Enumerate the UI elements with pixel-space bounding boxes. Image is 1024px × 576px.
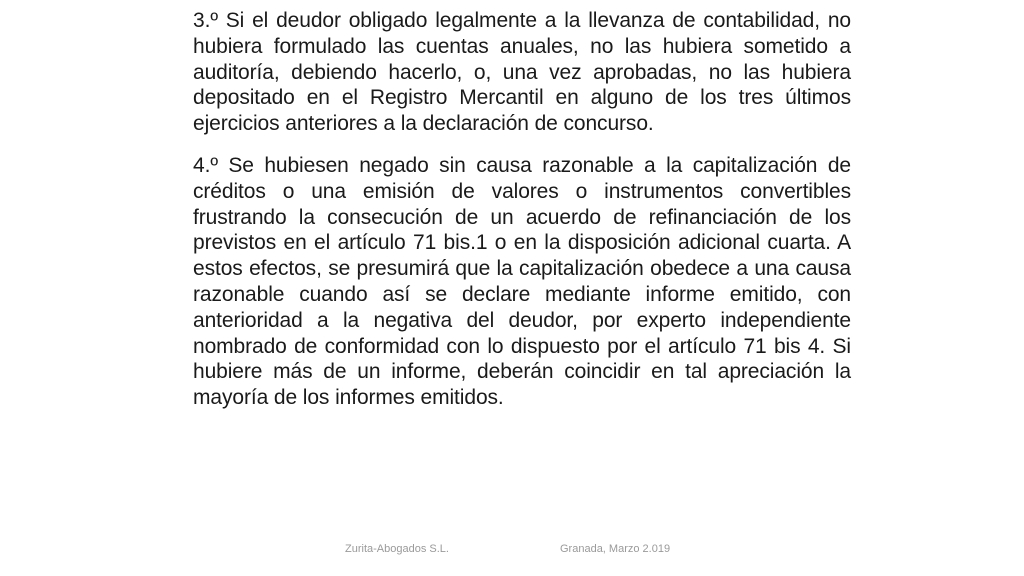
paragraph-3: 3.º Si el deudor obligado legalmente a la llevanza de contabilidad, no hubiera formulado las cuentas anuales, no las hubiera sometido a auditoría, debiendo hacerlo, o, una vez aprobadas, no las hubiera depositado en el Registro Mercantil en alguno de los tres últimos ejercicios anteriores a la declaración de concurso. bbox=[193, 9, 851, 136]
slide-footer bbox=[0, 543, 1024, 559]
slide-body bbox=[193, 8, 851, 411]
footer-place-date: Granada, Marzo 2.019 bbox=[560, 543, 671, 555]
footer-company: Zurita-Abogados S.L. bbox=[345, 543, 449, 555]
paragraph-4: 4.º Se hubiesen negado sin causa razonable a la capitalización de créditos o una emisión de valores o instrumentos convertibles frustrando la consecución de un acuerdo de refinanciación de los previstos en el artículo 71 bis.1 o en la disposición adicional cuarta. A estos efectos, se presumirá que la capitalización obedece a una causa razonable cuando así se declare mediante informe emitido, con anterioridad a la negativa del deudor, por experto independiente nombrado de conformidad con lo dispuesto por el artículo 71 bis 4. Si hubiere más de un informe, deberán coincidir en tal apreciación la mayoría de los informes emitidos. bbox=[193, 153, 851, 410]
